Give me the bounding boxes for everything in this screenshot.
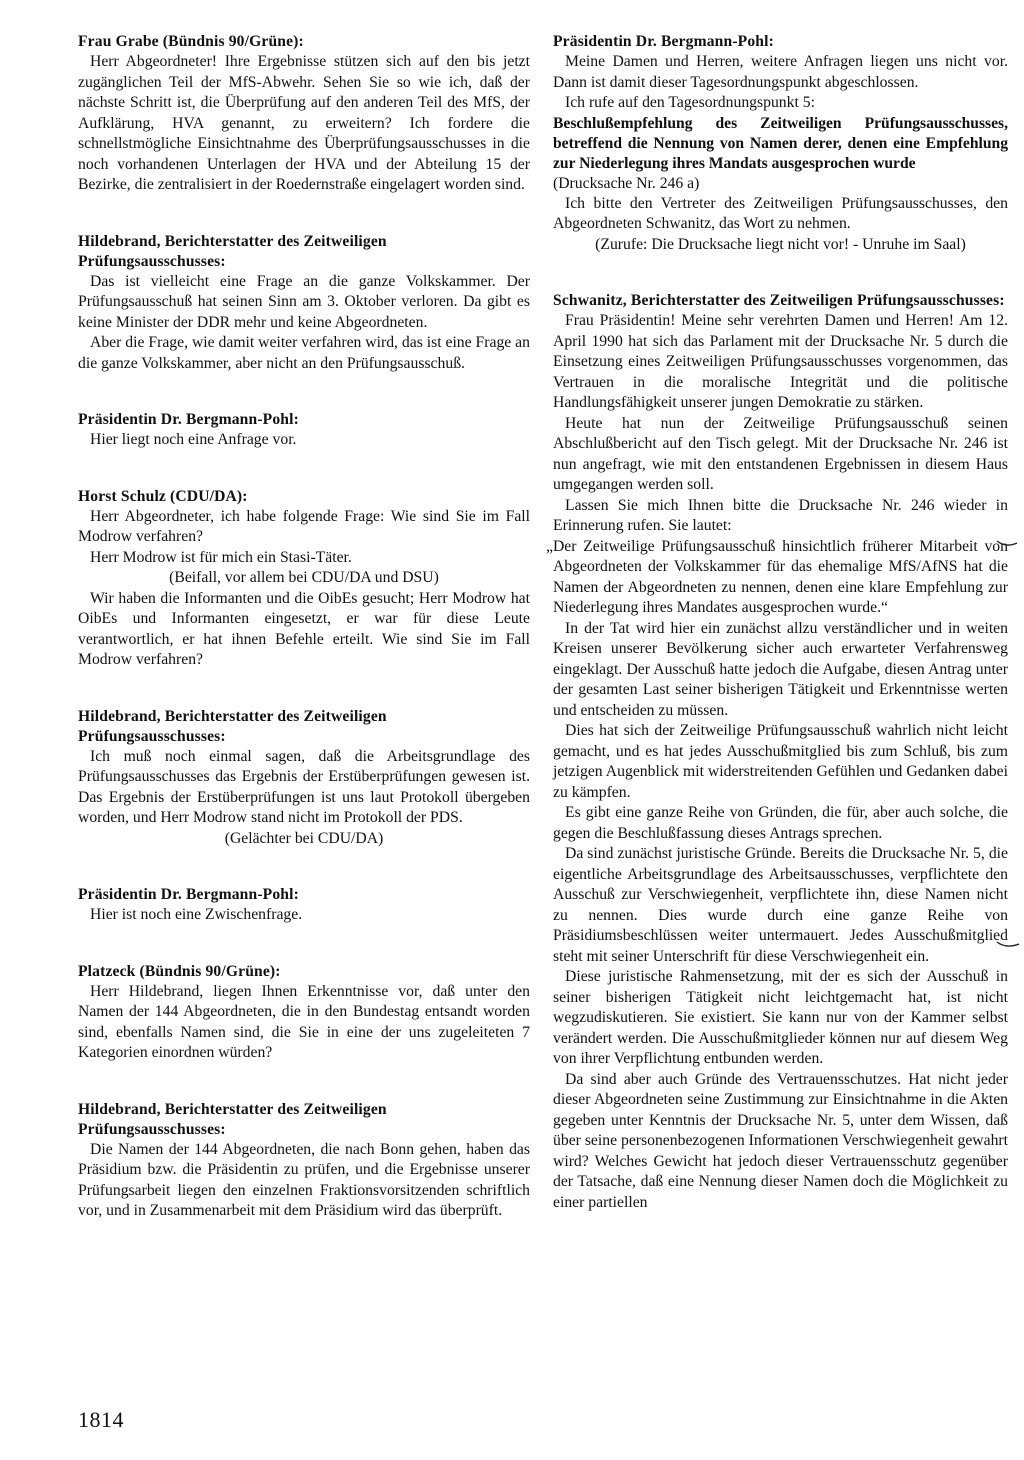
paragraph: Aber die Frage, wie damit weiter verfahren wird, das ist eine Frage an die ganze Volkskammer, aber nicht an den Prüfungsausschuß. bbox=[78, 334, 530, 372]
paragraph: Da sind zunächst juristische Gründe. Bereits die Drucksache Nr. 5, die eigentliche Arbeitsgrundlage des Arbeitsausschusses, verpflichtete den Ausschuß zur Verschwiegenheit, verpflichtete ihn, diese Namen nicht zu nennen. Dies wurde durch eine ganze Reihe von Präsidiumsbeschlüssen weiter untermauert. Jedes Ausschußmitglied steht mit seiner Unterschrift für diese Verschwiegenheit ein. bbox=[553, 845, 1008, 965]
speaker-heading: Platzeck (Bündnis 90/Grüne): bbox=[78, 962, 281, 980]
paragraph: Herr Abgeordneter! Ihre Ergebnisse stützen sich auf den bis jetzt zugänglichen Teil der MfS-Abwehr. Sehen Sie so wie ich, daß der nächste Schritt ist, die Überprüfung auf den anderen Teil des MfS, der Aufklärung, HVA genannt, zu erweitern? Ich fordere die schnellstmögliche Einsichtnahme des Überprüfungsausschusses in die noch vorhandenen Unterlagen der HVA und der Abteilung 15 der Bezirke, die zentralisiert in der Roedernstraße eingelagert worden sind. bbox=[78, 53, 530, 193]
left-column bbox=[78, 32, 530, 1222]
margin-mark-icon bbox=[996, 940, 1020, 950]
interjection: (Zurufe: Die Drucksache liegt nicht vor! - Unruhe im Saal) bbox=[595, 235, 966, 253]
paragraph: Dies hat sich der Zeitweilige Prüfungsausschuß wahrlich nicht leicht gemacht, und es hat jedes Ausschußmitglied bis zum Schluß, bis zum jetzigen Augenblick mit widerstreitenden Gefühlen und Gedanken dabei zu kämpfen. bbox=[553, 722, 1008, 801]
speaker-heading: Präsidentin Dr. Bergmann-Pohl: bbox=[78, 411, 299, 428]
margin-mark-icon bbox=[996, 539, 1018, 549]
interjection: (Beifall, vor allem bei CDU/DA und DSU) bbox=[169, 569, 439, 586]
interjection: (Gelächter bei CDU/DA) bbox=[224, 829, 384, 847]
paragraph: Herr Hildebrand, liegen Ihnen Erkenntnisse vor, daß unter den Namen der 144 Abgeordneten, die in den Bundestag entsandt worden sind, ebenfalls Namen sind, die Sie in eine der uns zugeleiteten 7 Kategorien einordnen würden? bbox=[78, 982, 530, 1061]
agenda-item-document: (Drucksache Nr. 246 a) bbox=[553, 174, 700, 192]
paragraph: Frau Präsidentin! Meine sehr verehrten Damen und Herren! Am 12. April 1990 hat sich das Parlament mit der Drucksache Nr. 5 durch die Einsetzung eines Zeitweiligen Prüfungsausschusses vorgenommen, das Vertrauen in die moralische Integrität und die politische Handlungsfähigkeit unserer jungen Demokratie zu stärken. bbox=[553, 312, 1008, 411]
paragraph: Herr Modrow ist für mich ein Stasi-Täter. bbox=[90, 548, 352, 566]
paragraph: Heute hat nun der Zeitweilige Prüfungsausschuß seinen Abschlußbericht auf den Tisch gelegt. Mit der Drucksache Nr. 246 ist nun angefragt, wie mit den entstandenen Ergebnissen in diesem Haus umgegangen werden soll. bbox=[553, 414, 1008, 493]
speaker-heading: Frau Grabe (Bündnis 90/Grüne): bbox=[78, 33, 304, 50]
paragraph: Ich bitte den Vertreter des Zeitweiligen Prüfungsausschusses, den Abgeordneten Schwanitz, das Wort zu nehmen. bbox=[553, 194, 1008, 232]
quoted-text: „Der Zeitweilige Prüfungsausschuß hinsichtlich früherer Mitarbeit von Abgeordneten der Volkskammer für das ehemalige MfS/AfNS hat die Namen der Abgeordneten zu nennen, denen eine klare Empfehlung zur Niederlegung ihres Mandates ausgesprochen wurde.“ bbox=[546, 537, 1008, 616]
page-number: 1814 bbox=[78, 1407, 124, 1432]
paragraph: Lassen Sie mich Ihnen bitte die Drucksache Nr. 246 wieder in Erinnerung rufen. Sie lautet: bbox=[553, 496, 1008, 534]
speaker-heading: Hildebrand, Berichterstatter des Zeitweiligen Prüfungsausschusses: bbox=[78, 1100, 387, 1138]
speaker-heading: Präsidentin Dr. Bergmann-Pohl: bbox=[78, 886, 299, 903]
paragraph: Die Namen der 144 Abgeordneten, die nach Bonn gehen, haben das Präsidium bzw. die Präsidentin zu prüfen, und die Ergebnisse unserer Prüfungsarbeit liegen den einzelnen Fraktionsvorsitzenden schriftlich vor, und in Zusammenarbeit mit dem Präsidium wird das überprüft. bbox=[78, 1140, 530, 1219]
agenda-item-title: Beschlußempfehlung des Zeitweiligen Prüfungsausschusses, betreffend die Nennung von Namen derer, denen eine Empfehlung zur Niederlegung ihres Mandats ausgesprochen wurde bbox=[553, 114, 1008, 172]
paragraph: Es gibt eine ganze Reihe von Gründen, die für, aber auch solche, die gegen die Beschlußfassung dieses Antrags sprechen. bbox=[553, 804, 1008, 842]
paragraph: Ich rufe auf den Tagesordnungspunkt 5: bbox=[565, 94, 815, 111]
paragraph: Meine Damen und Herren, weitere Anfragen liegen uns nicht vor. Dann ist damit dieser Tagesordnungspunkt abgeschlossen. bbox=[553, 53, 1008, 91]
paragraph: Hier ist noch eine Zwischenfrage. bbox=[90, 906, 303, 923]
paragraph: Hier liegt noch eine Anfrage vor. bbox=[90, 431, 297, 448]
right-column bbox=[546, 32, 1008, 1213]
paragraph: In der Tat wird hier ein zunächst allzu verständlicher und in weiten Kreisen unserer Bevölkerung sicher auch erwarteter Verfahrensweg eingeklagt. Der Ausschuß hatte jedoch die Aufgabe, diesen Antrag unter der gesamten Last seiner bisherigen Tätigkeit und Erkenntnisse werten und entscheiden zu müssen. bbox=[553, 619, 1008, 719]
speaker-heading: Präsidentin Dr. Bergmann-Pohl: bbox=[553, 33, 774, 50]
paragraph: Ich muß noch einmal sagen, daß die Arbeitsgrundlage des Prüfungsausschusses das Ergebnis der Erstüberprüfungen gewesen ist. Das Ergebnis der Erstüberprüfungen ist uns laut Protokoll übergeben worden, und Herr Modrow stand nicht im Protokoll der PDS. bbox=[78, 747, 530, 826]
paragraph: Wir haben die Informanten und die OibEs gesucht; Herr Modrow hat OibEs und Informanten eingesetzt, er war für diese Leute verantwortlich, er hat ihnen Befehle erteilt. Wie sind Sie im Fall Modrow verfahren? bbox=[78, 589, 530, 668]
paragraph: Diese juristische Rahmensetzung, mit der es sich der Ausschuß in seiner bisherigen Tätigkeit nicht leichtgemacht hat, ist nicht wegzudiskutieren. Sie existiert. Sie kann nur von der Kammer selbst verändert werden. Die Ausschußmitglieder können nur auf diesem Weg von ihrer Verpflichtung entbunden werden. bbox=[553, 968, 1008, 1067]
paragraph: Da sind aber auch Gründe des Vertrauensschutzes. Hat nicht jeder dieser Abgeordneten seine Zustimmung zur Einsichtnahme in die Akten gegeben unter Kenntnis der Drucksache Nr. 5, unter dem Wissen, daß über seine personenbezogenen Informationen Verschwiegenheit gewahrt wird? Welches Gewicht hat jedoch dieser Vertrauensschutz gegenüber der Tatsache, daß eine Nennung dieser Namen doch die Möglichkeit zu einer partiellen bbox=[553, 1070, 1008, 1211]
speaker-heading: Horst Schulz (CDU/DA): bbox=[78, 487, 248, 505]
speaker-heading: Hildebrand, Berichterstatter des Zeitweiligen Prüfungsausschusses: bbox=[78, 232, 387, 270]
speaker-heading: Schwanitz, Berichterstatter des Zeitweiligen Prüfungsausschusses: bbox=[553, 292, 1005, 309]
speaker-heading: Hildebrand, Berichterstatter des Zeitweiligen Prüfungsausschusses: bbox=[78, 707, 387, 745]
paragraph: Herr Abgeordneter, ich habe folgende Frage: Wie sind Sie im Fall Modrow verfahren? bbox=[78, 507, 530, 545]
paragraph: Das ist vielleicht eine Frage an die ganze Volkskammer. Der Prüfungsausschuß hat seinen Sinn am 3. Oktober verloren. Da gibt es keine Minister der DDR mehr und keine Abgeordneten. bbox=[78, 272, 530, 331]
